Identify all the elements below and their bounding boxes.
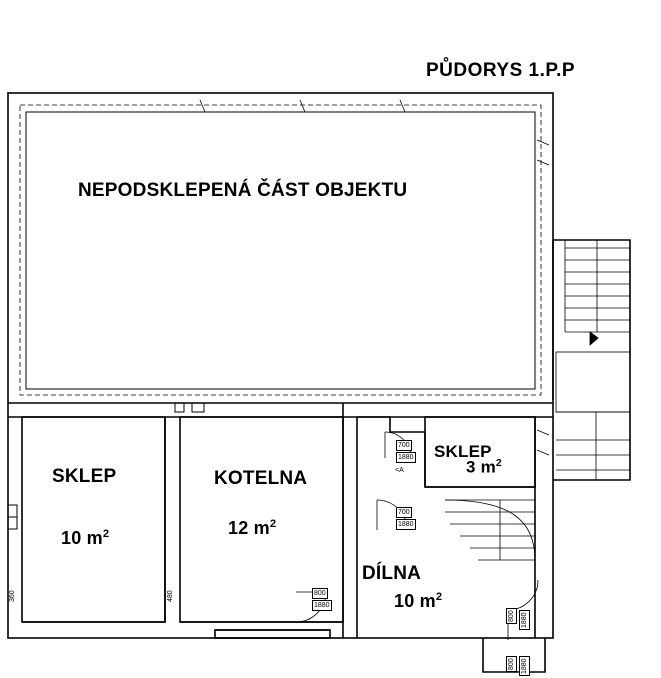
room-area-kotelna: 12 $m^2$ bbox=[228, 518, 277, 538]
plan-title: PŮDORYS 1.P.P bbox=[426, 60, 576, 81]
room-area-sklep-10: 10 $m^2$ bbox=[61, 528, 110, 548]
dim-door-sklep2-mark: <A bbox=[395, 467, 404, 474]
dim-door-dilna2-height: 1880 bbox=[521, 658, 528, 674]
dim-door-sklep2-bottom-width: 700 bbox=[398, 509, 410, 516]
room-area-dilna: 10 $m^2$ bbox=[394, 591, 443, 611]
dim-door-dilna2-width: 800 bbox=[508, 658, 515, 670]
dim-door-sklep2-bottom-height: 1880 bbox=[398, 521, 414, 528]
dim-door-kotelna-width: 800 bbox=[314, 590, 326, 597]
dim-door-sklep2-top-height: 1880 bbox=[398, 454, 414, 461]
dimension-ticks bbox=[200, 100, 549, 455]
interior-walls bbox=[8, 403, 553, 638]
dim-wall-left-sklep: 360 bbox=[9, 590, 16, 602]
staircase-right bbox=[556, 240, 630, 480]
dim-door-kotelna-height: 1880 bbox=[314, 602, 330, 609]
room-label-nepodsklepena: NEPODSKLEPENÁ ČÁST OBJEKTU bbox=[78, 180, 408, 201]
room-label-kotelna: KOTELNA bbox=[214, 468, 308, 489]
dim-wall-mid-sklep: 480 bbox=[167, 590, 174, 602]
room-area-sklep-3: 3 $m^2$ bbox=[466, 457, 502, 477]
room-label-sklep-3: SKLEP bbox=[434, 442, 492, 461]
dim-door-sklep2-top-width: 700 bbox=[398, 442, 410, 449]
staircase-interior bbox=[445, 500, 535, 560]
dim-door-dilna-height: 1880 bbox=[521, 612, 528, 628]
dim-door-dilna-width: 800 bbox=[508, 610, 515, 622]
unexcavated-area-outline bbox=[20, 105, 541, 395]
room-label-sklep-10: SKLEP bbox=[52, 466, 117, 487]
room-label-dilna: DÍLNA bbox=[362, 563, 422, 584]
unexcavated-inner-outline bbox=[26, 112, 535, 389]
